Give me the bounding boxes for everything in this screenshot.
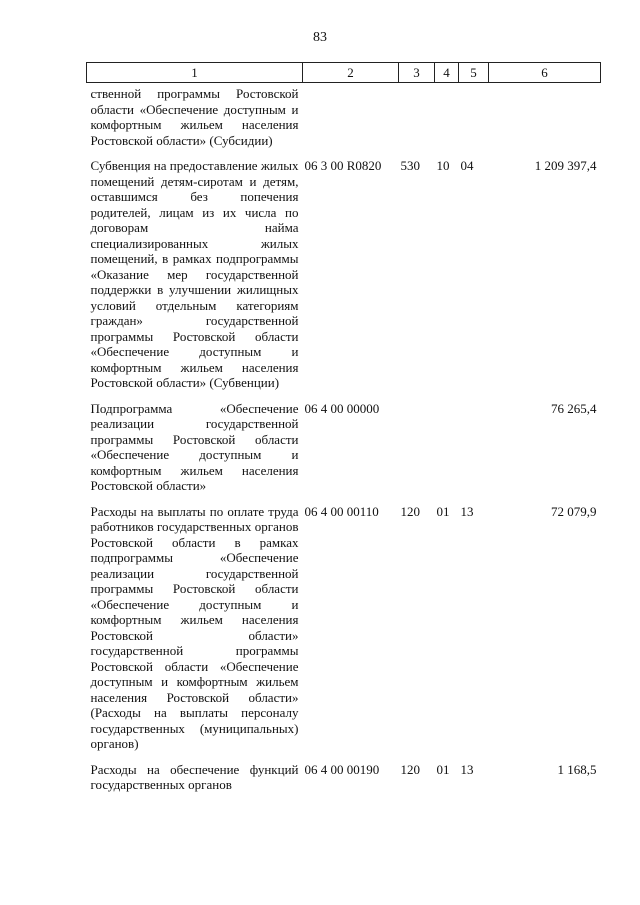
table-row [87, 504, 601, 762]
table-row [87, 83, 601, 159]
row-amount: 76 265,4 [551, 400, 597, 416]
row-target-code: 06 4 00 00110 [304, 503, 379, 519]
column-header-3: 3 [399, 63, 435, 83]
row-target-code [303, 83, 399, 159]
row-name: Субвенция на предоставление жилых помещений детям-сиротам и детям, оставшимся без попечения родителей, лицам из их числа по договорам найма специализированных жилых помещений, в рамках подпрограммы «Оказание мер государственной поддержки в улучшении жилищных условий отдельным категориям граждан» государственной программы Ростовской области «Обеспечение доступным и комфортным жильем населения Ростовской области» (Субвенции) [90, 158, 299, 390]
row-subsection [459, 83, 489, 159]
column-header-6: 6 [489, 63, 601, 83]
table-header-row [87, 63, 601, 83]
column-header-4: 4 [435, 63, 459, 83]
column-header-2: 2 [303, 63, 399, 83]
row-expense-type: 530 [400, 158, 420, 173]
column-header-5: 5 [459, 63, 489, 83]
row-subsection: 04 [460, 158, 474, 173]
page-number: 83 [313, 30, 327, 45]
table-row [87, 762, 601, 803]
row-section: 01 [436, 503, 450, 519]
row-subsection [459, 401, 489, 504]
row-name: Подпрограмма «Обеспечение реализации государственной программы Ростовской области «Обеспечение доступным и комфортным жильем населения Ростовской области» [90, 400, 299, 493]
row-expense-type [399, 401, 435, 504]
row-section [435, 401, 459, 504]
column-header-1: 1 [87, 63, 303, 83]
row-target-code: 06 3 00 R0820 [304, 158, 382, 173]
row-section: 10 [436, 158, 450, 173]
row-amount: 72 079,9 [551, 503, 597, 519]
row-amount: 1 168,5 [557, 761, 597, 777]
row-expense-type: 120 [400, 503, 420, 519]
row-subsection: 13 [460, 503, 474, 519]
row-amount: 1 209 397,4 [534, 158, 597, 173]
row-target-code: 06 4 00 00000 [304, 400, 380, 416]
budget-table [86, 62, 601, 803]
row-target-code: 06 4 00 00190 [304, 761, 380, 777]
row-expense-type [399, 83, 435, 159]
row-section [435, 83, 459, 159]
row-subsection: 13 [460, 761, 474, 777]
row-amount [489, 83, 601, 159]
row-name: Расходы на обеспечение функций государственных органов [90, 761, 299, 792]
row-section: 01 [436, 761, 450, 777]
row-name: ственной программы Ростовской области «Обеспечение доступным и комфортным жильем населения Ростовской области» (Субсидии) [90, 86, 299, 148]
row-name: Расходы на выплаты по оплате труда работников государственных органов Ростовской области в рамках подпрограммы «Обеспечение реализации государственной программы Ростовской области «Обеспечение доступным и комфортным жильем населения Ростовской области» государственной программы Ростовской области «Обеспечение доступным и комфортным жильем населения Ростовской области» (Расходы на выплаты персоналу государственных (муниципальных) органов) [90, 503, 299, 751]
table-row [87, 401, 601, 504]
row-expense-type: 120 [400, 761, 420, 777]
table-row [87, 158, 601, 401]
